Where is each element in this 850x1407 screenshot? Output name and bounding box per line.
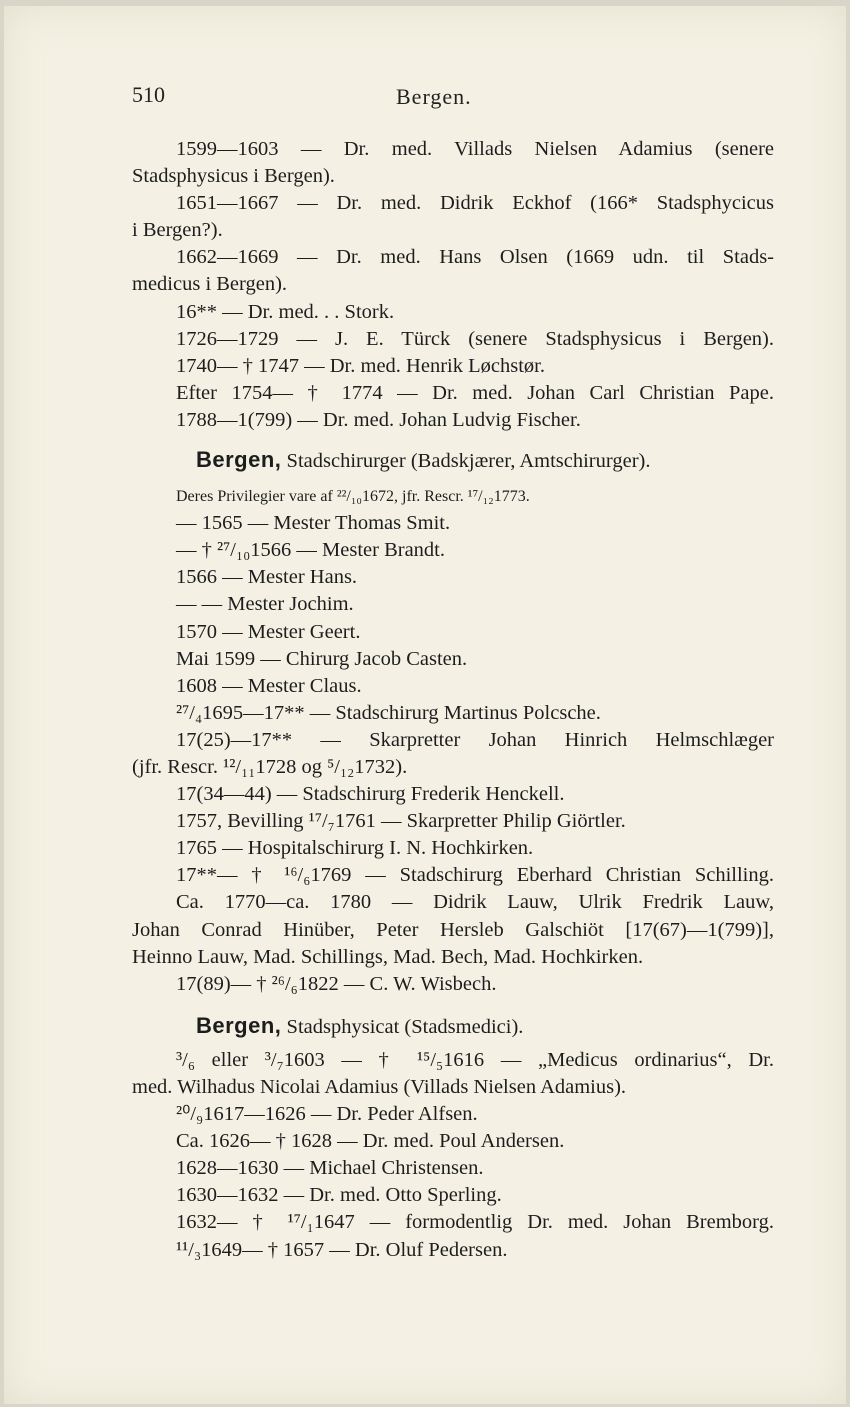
running-title: Bergen.: [396, 84, 472, 109]
entry-line: 1757, Bevilling ¹⁷/₇1761 — Skarpretter Philip Giörtler.: [176, 810, 626, 833]
section-heading-stadschirurger: [132, 446, 774, 475]
entry-line: 17(34—44) — Stadschirurg Frederik Henckell.: [176, 783, 565, 806]
heading-title: Stadsphysicat (Stadsmedici).: [286, 1015, 524, 1038]
entry-line: 1608 — Mester Claus.: [176, 674, 362, 697]
entry-line: 16** — Dr. med. . . Stork.: [176, 300, 395, 323]
page-number: 510: [132, 82, 165, 107]
entry-line: (jfr. Rescr. ¹²/₁₁1728 og ⁵/₁₂1732).: [132, 755, 408, 778]
entry-line: 1651—1667 — Dr. med. Didrik Eckhof (166* Stadsphycicus: [176, 192, 774, 215]
entry-line: med. Wilhadus Nicolai Adamius (Villads Nielsen Adamius).: [132, 1076, 627, 1098]
entry-line: 1740— † 1747 — Dr. med. Henrik Løchstør.: [176, 354, 545, 377]
book-page: [4, 6, 846, 1404]
entry-line: i Bergen?).: [132, 219, 223, 242]
entry-line: 1599—1603 — Dr. med. Villads Nielsen Adamius (senere: [176, 138, 774, 160]
entry-line: — — Mester Jochim.: [176, 593, 354, 616]
entry-line: 1788—1(799) — Dr. med. Johan Ludvig Fischer.: [176, 408, 581, 431]
entry-line: ³/₆ eller ³/₇1603 — † ¹⁵/₅1616 — „Medicus ordinarius“, Dr.: [176, 1048, 774, 1071]
entry-line: 1662—1669 — Dr. med. Hans Olsen (1669 udn. til Stads-: [176, 246, 774, 269]
entry-line: 1566 — Mester Hans.: [176, 566, 358, 589]
entry-line: 1628—1630 — Michael Christensen.: [176, 1157, 484, 1180]
entry-line: Ca. 1770—ca. 1780 — Didrik Lauw, Ulrik Fredrik Lauw,: [176, 891, 774, 914]
entry-line: 17(89)— † ²⁶/₆1822 — C. W. Wisbech.: [176, 972, 497, 995]
entry-line: Stadsphysicus i Bergen).: [132, 165, 335, 188]
entry-line: Johan Conrad Hinüber, Peter Hersleb Galschiöt [17(67)—1(799)],: [132, 918, 774, 941]
heading-title: Stadschirurger (Badskjærer, Amtschirurger).: [286, 450, 651, 473]
entry-line: Efter 1754— † 1774 — Dr. med. Johan Carl Christian Pape.: [176, 381, 774, 404]
entry-line: 1570 — Mester Geert.: [176, 620, 361, 643]
entry-line: — † ²⁷/₁₀1566 — Mester Brandt.: [176, 539, 446, 562]
entry-line: 1630—1632 — Dr. med. Otto Sperling.: [176, 1184, 502, 1207]
entry-line: 17**— † ¹⁶/₆1769 — Stadschirurg Eberhard Christian Schilling.: [176, 864, 774, 887]
entry-line: Mai 1599 — Chirurg Jacob Casten.: [176, 647, 468, 670]
page-content: [132, 136, 774, 1264]
entry-line: 1632— † ¹⁷/₁1647 — formodentlig Dr. med. Johan Bremborg.: [176, 1211, 774, 1234]
entry-line: 1765 — Hospitalschirurg I. N. Hochkirken.: [176, 837, 534, 860]
entry-line: ²⁷/₄1695—17** — Stadschirurg Martinus Polcsche.: [176, 701, 601, 724]
page-header: [132, 82, 777, 116]
entry-line: — 1565 — Mester Thomas Smit.: [176, 512, 451, 535]
section-note: Deres Privilegier vare af ²²/₁₀1672, jfr. Rescr. ¹⁷/₁₂1773.: [176, 488, 530, 506]
heading-city: Bergen,: [196, 1012, 282, 1038]
entry-line: ²⁰/₉1617—1626 — Dr. Peder Alfsen.: [176, 1103, 478, 1126]
entry-line: ¹¹/₃1649— † 1657 — Dr. Oluf Pedersen.: [176, 1238, 508, 1261]
entry-line: 1726—1729 — J. E. Türck (senere Stadsphysicus i Bergen).: [176, 327, 774, 350]
entry-line: Ca. 1626— † 1628 — Dr. med. Poul Andersen.: [176, 1130, 565, 1153]
entry-line: Heinno Lauw, Mad. Schillings, Mad. Bech, Mad. Hochkirken.: [132, 945, 644, 968]
section-heading-stadsphysicat: [132, 1012, 774, 1041]
entry-line: 17(25)—17** — Skarpretter Johan Hinrich Helmschlæger: [176, 728, 774, 751]
entry-line: medicus i Bergen).: [132, 273, 288, 296]
heading-city: Bergen,: [196, 447, 282, 473]
